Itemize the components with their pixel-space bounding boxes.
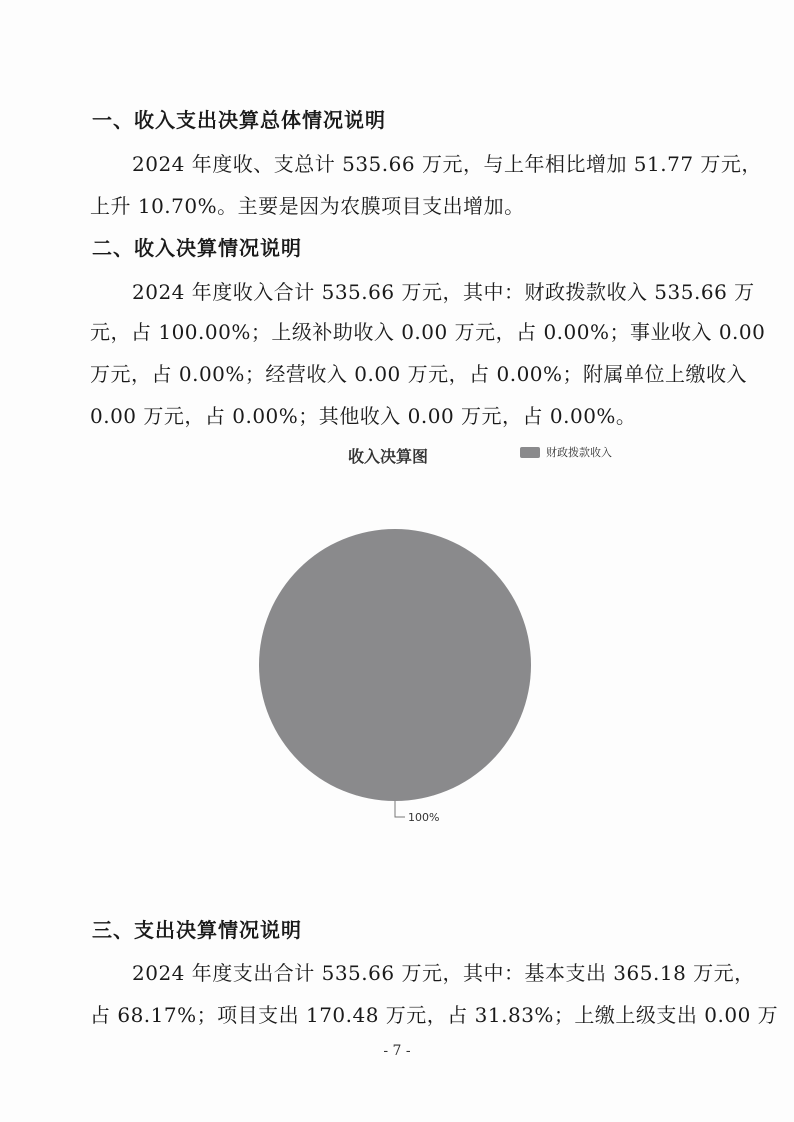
section1-heading: 一、收入支出决算总体情况说明	[92, 108, 386, 132]
section3-line-1: 2024 年度支出合计 535.66 万元，其中：基本支出 365.18 万元，	[132, 961, 755, 985]
section3-heading: 三、支出决算情况说明	[92, 918, 302, 942]
section3-line-2: 占 68.17%；项目支出 170.48 万元，占 31.83%；上缴上级支出 0.00 万	[90, 1003, 779, 1027]
chart-title: 收入决算图	[348, 447, 429, 466]
section2-line-4: 0.00 万元，占 0.00%；其他收入 0.00 万元，占 0.00%。	[90, 404, 637, 428]
section1-line-2: 上升 10.70%。主要是因为农膜项目支出增加。	[90, 194, 525, 218]
section2-heading: 二、收入决算情况说明	[92, 236, 302, 260]
section1-line-1: 2024 年度收、支总计 535.66 万元，与上年相比增加 51.77 万元，	[132, 152, 762, 176]
section2-line-1: 2024 年度收入合计 535.66 万元，其中：财政拨款收入 535.66 万	[132, 280, 755, 304]
section2-line-3: 万元，占 0.00%；经营收入 0.00 万元，占 0.00%；附属单位上缴收入	[90, 362, 748, 386]
section2-line-2: 元，占 100.00%；上级补助收入 0.00 万元，占 0.00%；事业收入 0.00	[90, 320, 766, 344]
page-number: - 7 -	[383, 1043, 411, 1059]
legend-label: 财政拨款收入	[546, 446, 612, 459]
pie-leader-line	[395, 801, 405, 817]
pie-slice	[259, 529, 531, 801]
pie-data-label: 100%	[408, 811, 440, 824]
